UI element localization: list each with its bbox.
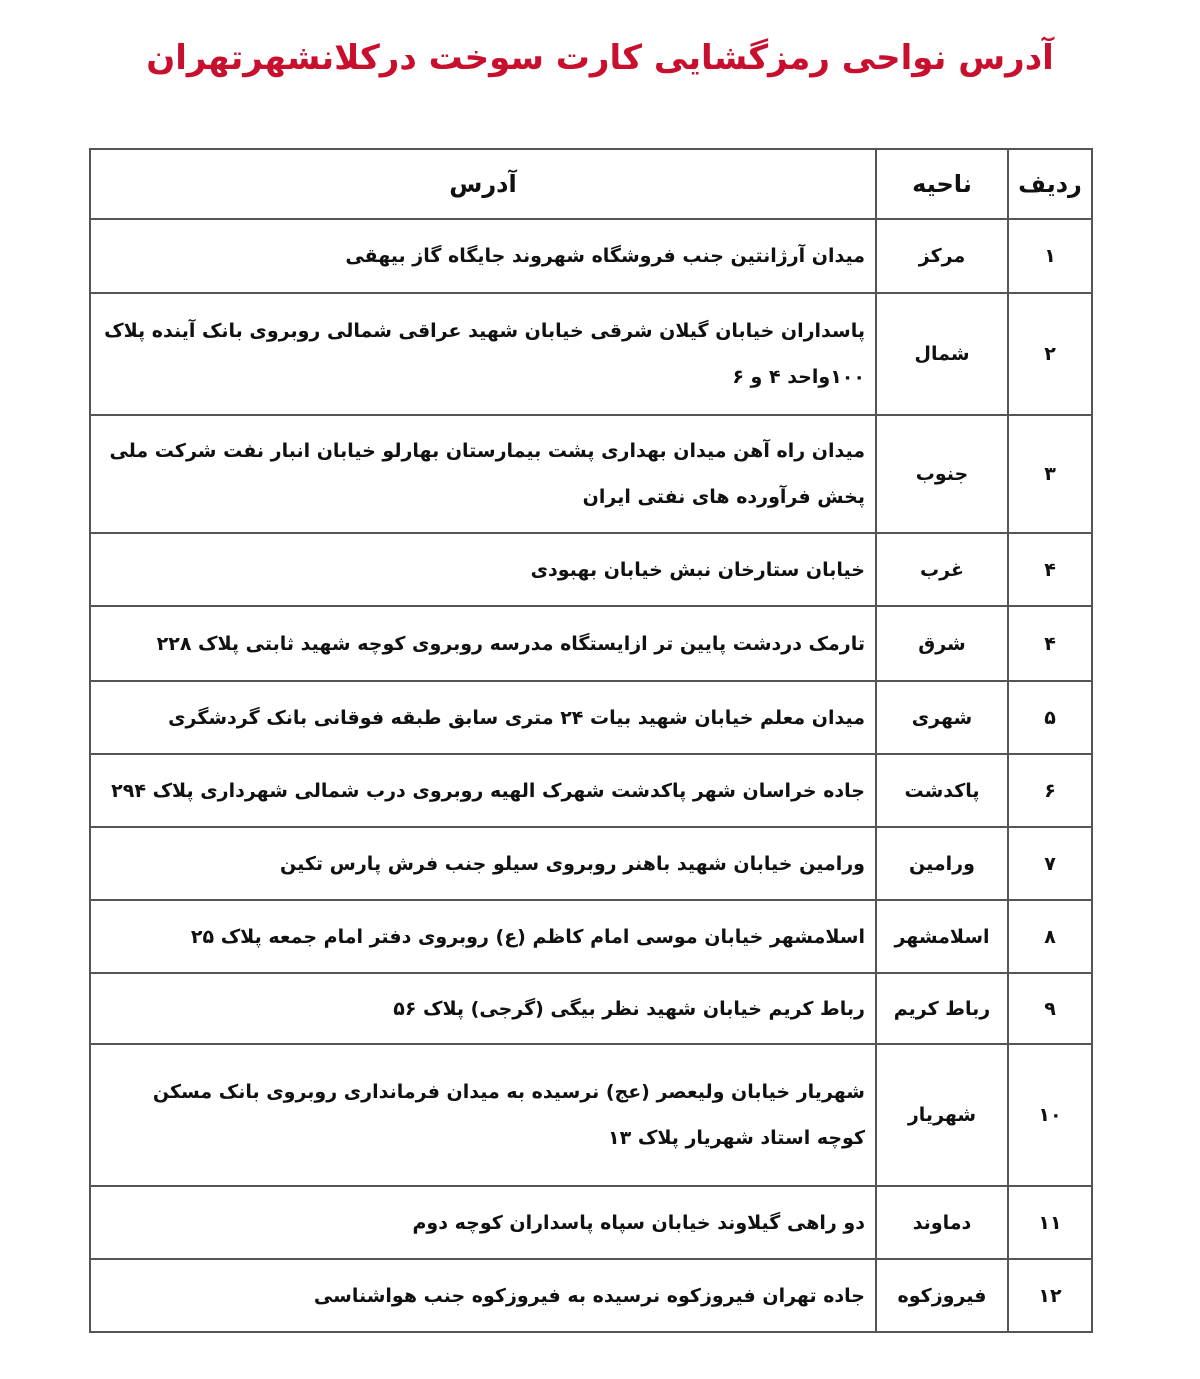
row-region: پاکدشت — [876, 754, 1008, 827]
row-address: رباط کریم خیابان شهید نظر بیگی (گرجی) پلاک ۵۶ — [90, 973, 876, 1044]
table-row — [90, 1259, 1092, 1332]
row-region: شهریار — [876, 1044, 1008, 1186]
table-header-row — [90, 149, 1092, 219]
row-index: ۱ — [1008, 219, 1092, 293]
table-row — [90, 606, 1092, 681]
row-region: غرب — [876, 533, 1008, 606]
table-row — [90, 681, 1092, 754]
table-row — [90, 1186, 1092, 1259]
page-title: آدرس نواحی رمزگشایی کارت سوخت درکلانشهرتهران — [146, 38, 1054, 78]
row-region: اسلامشهر — [876, 900, 1008, 973]
row-region: جنوب — [876, 415, 1008, 533]
table-row — [90, 533, 1092, 606]
header-region: ناحیه — [876, 149, 1008, 219]
table-row — [90, 293, 1092, 415]
address-table — [89, 148, 1093, 1333]
row-address: ورامین خیابان شهید باهنر روبروی سیلو جنب فرش پارس تکین — [90, 827, 876, 900]
table-row — [90, 900, 1092, 973]
row-address: پاسداران خیابان گیلان شرقی خیابان شهید عراقی شمالی روبروی بانک آینده پلاک ۱۰۰واحد ۴ و ۶ — [90, 293, 876, 415]
row-address: میدان آرژانتین جنب فروشگاه شهروند جایگاه گاز بیهقی — [90, 219, 876, 293]
row-region: شرق — [876, 606, 1008, 681]
row-index: ۱۱ — [1008, 1186, 1092, 1259]
row-index: ۷ — [1008, 827, 1092, 900]
row-region: شمال — [876, 293, 1008, 415]
header-index: ردیف — [1008, 149, 1092, 219]
row-index: ۹ — [1008, 973, 1092, 1044]
row-index: ۱۲ — [1008, 1259, 1092, 1332]
row-address: جاده تهران فیروزکوه نرسیده به فیروزکوه جنب هواشناسی — [90, 1259, 876, 1332]
table-row — [90, 973, 1092, 1044]
table-row — [90, 827, 1092, 900]
table-row — [90, 1044, 1092, 1186]
row-region: مرکز — [876, 219, 1008, 293]
row-index: ۴ — [1008, 533, 1092, 606]
header-address: آدرس — [90, 149, 876, 219]
table-row — [90, 415, 1092, 533]
row-address: اسلامشهر خیابان موسی امام کاظم (ع) روبروی دفتر امام جمعه پلاک ۲۵ — [90, 900, 876, 973]
row-index: ۶ — [1008, 754, 1092, 827]
row-address: میدان معلم خیابان شهید بیات ۲۴ متری سابق طبقه فوقانی بانک گردشگری — [90, 681, 876, 754]
row-index: ۸ — [1008, 900, 1092, 973]
table-row — [90, 754, 1092, 827]
row-region: رباط کریم — [876, 973, 1008, 1044]
row-index: ۳ — [1008, 415, 1092, 533]
row-address: میدان راه آهن میدان بهداری پشت بیمارستان بهارلو خیابان انبار نفت شرکت ملی پخش فرآورده های نفتی ایران — [90, 415, 876, 533]
row-region: دماوند — [876, 1186, 1008, 1259]
row-index: ۵ — [1008, 681, 1092, 754]
row-address: جاده خراسان شهر پاکدشت شهرک الهیه روبروی درب شمالی شهرداری پلاک ۲۹۴ — [90, 754, 876, 827]
row-region: ورامین — [876, 827, 1008, 900]
row-address: خیابان ستارخان نبش خیابان بهبودی — [90, 533, 876, 606]
row-address: شهریار خیابان ولیعصر (عج) نرسیده به میدان فرمانداری روبروی بانک مسکن کوچه استاد شهریار پلاک ۱۳ — [90, 1044, 876, 1186]
row-address: تارمک دردشت پایین تر ازایستگاه مدرسه روبروی کوچه شهید ثابتی پلاک ۲۲۸ — [90, 606, 876, 681]
table-row — [90, 219, 1092, 293]
row-index: ۲ — [1008, 293, 1092, 415]
row-index: ۴ — [1008, 606, 1092, 681]
row-region: شهری — [876, 681, 1008, 754]
row-index: ۱۰ — [1008, 1044, 1092, 1186]
row-address: دو راهی گیلاوند خیابان سپاه پاسداران کوچه دوم — [90, 1186, 876, 1259]
row-region: فیروزکوه — [876, 1259, 1008, 1332]
